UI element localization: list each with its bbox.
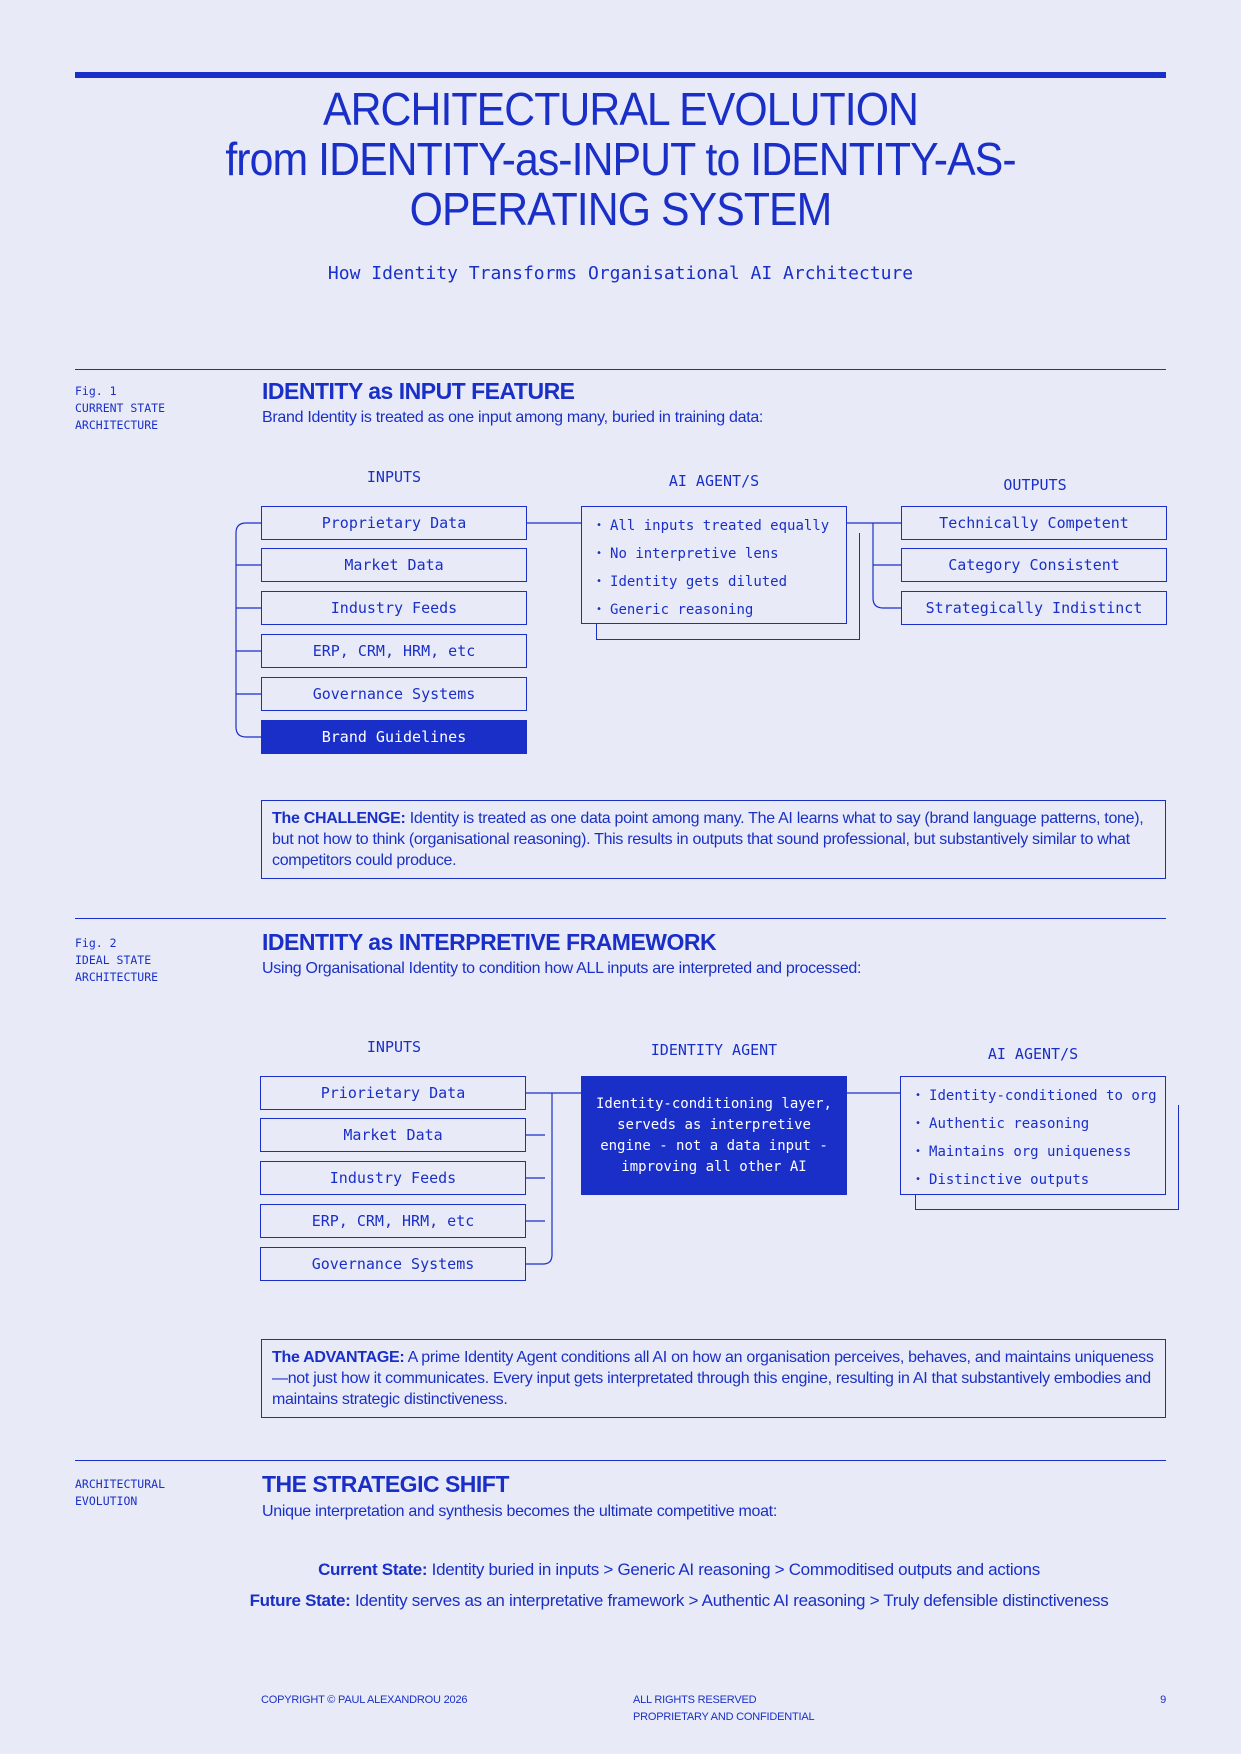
identity-agent-line: serveds as interpretive bbox=[617, 1117, 811, 1133]
fig1-output-technically-competent: Technically Competent bbox=[901, 506, 1167, 540]
fig1-agent-point: • All inputs treated equally bbox=[596, 513, 834, 541]
identity-agent-line: improving all other AI bbox=[621, 1159, 807, 1175]
fig2-input-industry-feeds: Industry Feeds bbox=[260, 1161, 526, 1195]
fig2-input-governance-systems: Governance Systems bbox=[260, 1247, 526, 1281]
fig2-label-line: IDEAL STATE bbox=[75, 953, 152, 967]
fig1-input-erp-crm-hrm: ERP, CRM, HRM, etc bbox=[261, 634, 527, 668]
fig1-label-line: ARCHITECTURE bbox=[75, 418, 159, 432]
fig2-label-line: Fig. 2 bbox=[75, 936, 117, 950]
fig2-agent-point: • Identity-conditioned to org bbox=[915, 1083, 1153, 1111]
current-state-label: Current State: bbox=[318, 1560, 428, 1579]
fig1-agent-heading: AI AGENT/S bbox=[668, 472, 760, 490]
fig2-input-priorietary-data: Priorietary Data bbox=[260, 1076, 526, 1110]
fig1-title: IDENTITY as INPUT FEATURE bbox=[262, 378, 575, 404]
section-divider-shift bbox=[75, 1460, 1166, 1461]
fig2-inputs-heading: INPUTS bbox=[366, 1038, 422, 1056]
fig2-callout-label: The ADVANTAGE: bbox=[272, 1349, 405, 1366]
fig2-input-erp-crm-hrm: ERP, CRM, HRM, etc bbox=[260, 1204, 526, 1238]
title-line-2: from IDENTITY-as-INPUT to IDENTITY-AS- bbox=[225, 133, 1016, 185]
fig1-label-line: CURRENT STATE bbox=[75, 401, 166, 415]
fig2-advantage-callout bbox=[261, 1339, 1166, 1418]
fig2-title: IDENTITY as INTERPRETIVE FRAMEWORK bbox=[262, 929, 717, 955]
fig1-subtitle: Brand Identity is treated as one input among many, buried in training data: bbox=[262, 409, 764, 426]
future-state-text: Identity serves as an interpretative framework > Authentic AI reasoning > Truly defensible distinctiveness bbox=[350, 1591, 1109, 1610]
fig1-input-industry-feeds: Industry Feeds bbox=[261, 591, 527, 625]
identity-agent-line: Identity-conditioning layer, bbox=[595, 1096, 832, 1112]
fig1-agent-point: • Identity gets diluted bbox=[596, 569, 834, 597]
fig1-agent-point: • No interpretive lens bbox=[596, 541, 834, 569]
shift-label-line: EVOLUTION bbox=[75, 1494, 138, 1508]
footer-rights bbox=[633, 1692, 814, 1726]
fig1-input-governance-systems: Governance Systems bbox=[261, 677, 527, 711]
fig2-agent-heading: AI AGENT/S bbox=[987, 1045, 1079, 1063]
title-line-1: ARCHITECTURAL EVOLUTION bbox=[322, 83, 919, 135]
current-state-line bbox=[75, 1560, 1166, 1580]
fig1-inputs-heading: INPUTS bbox=[366, 468, 422, 486]
fig2-agent-point: • Maintains org uniqueness bbox=[915, 1139, 1153, 1167]
fig1-input-brand-guidelines: Brand Guidelines bbox=[261, 720, 527, 754]
footer-copyright: COPYRIGHT © PAUL ALEXANDROU 2026 bbox=[261, 1694, 468, 1706]
fig1-output-category-consistent: Category Consistent bbox=[901, 548, 1167, 582]
page-subtitle: How Identity Transforms Organisational AI Architecture bbox=[327, 263, 914, 284]
footer-confidential-line: PROPRIETARY AND CONFIDENTIAL bbox=[633, 1711, 815, 1723]
shift-title: THE STRATEGIC SHIFT bbox=[262, 1471, 509, 1497]
shift-subtitle: Unique interpretation and synthesis becomes the ultimate competitive moat: bbox=[262, 1503, 777, 1520]
fig2-label-line: ARCHITECTURE bbox=[75, 970, 159, 984]
fig1-output-strategically-indistinct: Strategically Indistinct bbox=[901, 591, 1167, 625]
fig2-input-market-data: Market Data bbox=[260, 1118, 526, 1152]
fig2-agent-point: • Distinctive outputs bbox=[915, 1167, 1153, 1195]
future-state-line bbox=[75, 1591, 1166, 1611]
fig1-input-proprietary-data: Proprietary Data bbox=[261, 506, 527, 540]
title-line-3: OPERATING SYSTEM bbox=[409, 183, 832, 235]
shift-label bbox=[75, 1476, 165, 1510]
shift-label-line: ARCHITECTURAL bbox=[75, 1477, 166, 1491]
fig2-callout-text: A prime Identity Agent conditions all AI on how an organisation perceives, behaves, and maintains uniqueness—not just how it communicates. Every input gets interpretated through this engine, resulting in AI that substantively embodies and maintains strategic distinctiveness. bbox=[272, 1349, 1154, 1408]
identity-agent-line: engine - not a data input - bbox=[600, 1138, 828, 1154]
future-state-label: Future State: bbox=[249, 1591, 351, 1610]
fig1-callout-label: The CHALLENGE: bbox=[272, 810, 406, 827]
current-state-text: Identity buried in inputs > Generic AI reasoning > Commoditised outputs and actions bbox=[427, 1560, 1040, 1579]
footer-rights-line: ALL RIGHTS RESERVED bbox=[633, 1694, 757, 1706]
fig1-callout-text: Identity is treated as one data point among many. The AI learns what to say (brand language patterns, tone), but not how to think (organisational reasoning). This results in outputs that sound professional, but substantively similar to what competitors could produce. bbox=[272, 810, 1144, 869]
fig2-identity-heading: IDENTITY AGENT bbox=[650, 1041, 778, 1059]
fig2-subtitle: Using Organisational Identity to condition how ALL inputs are interpreted and processed: bbox=[262, 960, 862, 977]
page-number: 9 bbox=[1160, 1694, 1166, 1706]
fig2-agent-point: • Authentic reasoning bbox=[915, 1111, 1153, 1139]
fig1-agent-point: • Generic reasoning bbox=[596, 597, 834, 625]
fig1-label-line: Fig. 1 bbox=[75, 384, 117, 398]
fig1-input-market-data: Market Data bbox=[261, 548, 527, 582]
fig1-outputs-heading: OUTPUTS bbox=[1003, 476, 1067, 494]
